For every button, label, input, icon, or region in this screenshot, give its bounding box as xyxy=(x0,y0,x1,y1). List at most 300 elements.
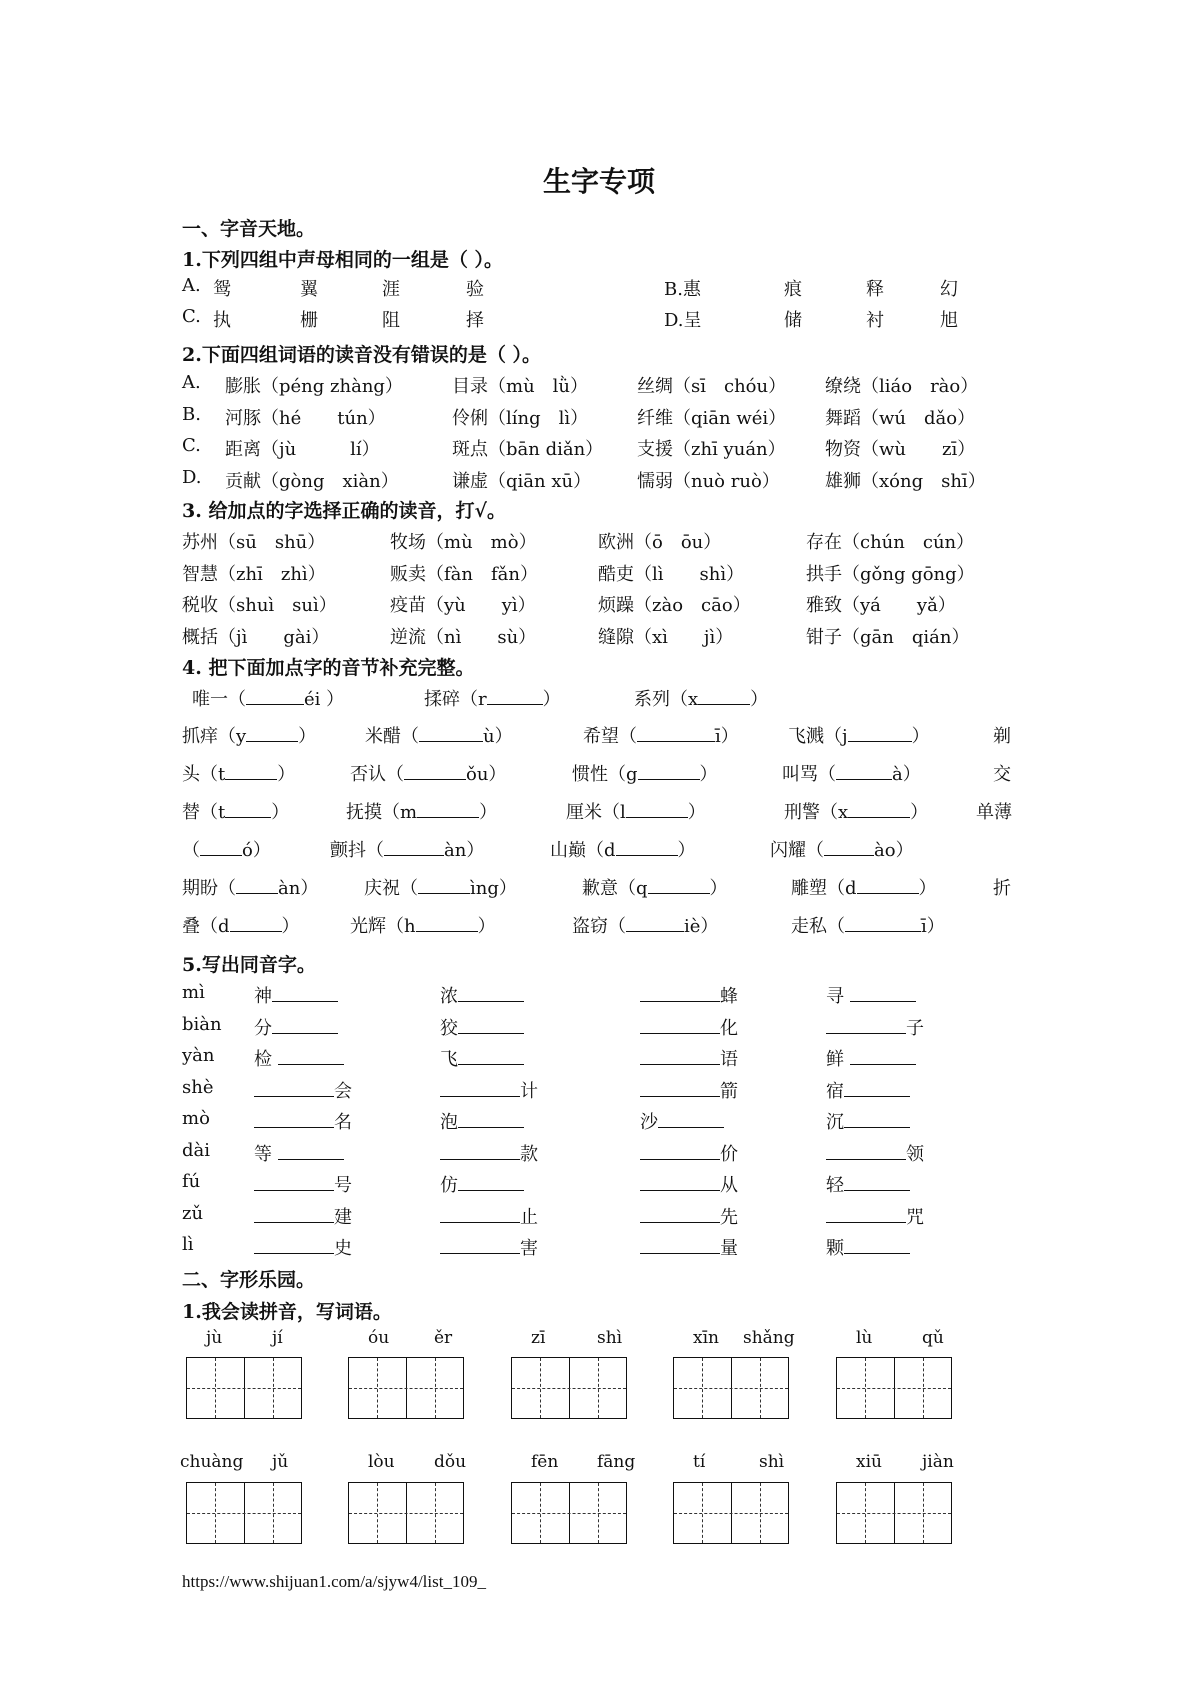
homophone-cell xyxy=(440,1171,524,1197)
answer-blank[interactable] xyxy=(640,1235,720,1254)
answer-blank[interactable] xyxy=(844,1172,910,1191)
hint-after: 子 xyxy=(906,1017,924,1039)
option-text: 鸳 xyxy=(213,279,231,300)
option-text: 衬 xyxy=(866,310,884,331)
homophone-cell xyxy=(254,982,338,1008)
syllable-item xyxy=(782,760,921,786)
option-text: D.呈 xyxy=(664,310,702,331)
option-text: 拱手（gǒng gōng） xyxy=(806,563,975,585)
pinyin-syllable: jù xyxy=(206,1328,223,1348)
homophone-cell xyxy=(826,982,916,1008)
hint-before: 宿 xyxy=(826,1080,844,1102)
answer-blank[interactable] xyxy=(844,1109,910,1128)
homophone-cell xyxy=(826,1108,910,1134)
word-text: 剃 xyxy=(993,726,1011,747)
answer-blank[interactable] xyxy=(848,799,910,818)
syllable-item xyxy=(788,722,930,748)
writing-grid[interactable] xyxy=(186,1357,302,1419)
syllable-item xyxy=(350,912,496,938)
pinyin-syllable: shì xyxy=(597,1328,623,1348)
answer-blank[interactable] xyxy=(826,1015,906,1034)
word-tail: ìng） xyxy=(470,878,517,899)
option-text: 牧场（mù mò） xyxy=(390,532,537,553)
answer-blank[interactable] xyxy=(640,1141,720,1160)
section-heading-2: 二、字形乐园。 xyxy=(182,1269,316,1291)
answer-blank[interactable] xyxy=(254,1204,334,1223)
writing-grid[interactable] xyxy=(511,1482,627,1544)
answer-blank[interactable] xyxy=(254,1235,334,1254)
homophone-cell xyxy=(640,1171,738,1197)
option-text: 伶俐（líng lì） xyxy=(452,407,589,429)
option-text: 税收（shuì suì） xyxy=(182,595,337,616)
option-text: 涯 xyxy=(382,279,400,300)
syllable-item xyxy=(330,836,484,862)
word-tail: iè） xyxy=(684,916,719,937)
word-tail: àn） xyxy=(444,840,485,861)
homophone-cell xyxy=(826,1014,924,1040)
word-text: 期盼（ xyxy=(182,878,236,899)
answer-blank[interactable] xyxy=(640,1046,720,1065)
answer-blank[interactable] xyxy=(278,1046,344,1065)
option-text: 物资（wù zī） xyxy=(825,439,976,460)
hint-after: 名 xyxy=(334,1112,352,1133)
answer-blank[interactable] xyxy=(278,1141,344,1160)
word-text: （ xyxy=(182,840,200,861)
word-text: 抚摸（m xyxy=(346,802,418,823)
answer-blank[interactable] xyxy=(418,875,470,894)
answer-blank[interactable] xyxy=(626,799,688,818)
question-2-stem: 2.下面四组词语的读音没有错误的是（ ）。 xyxy=(182,344,541,366)
option-text: 目录（mù lǜ） xyxy=(452,376,589,397)
answer-blank[interactable] xyxy=(458,983,524,1002)
answer-blank[interactable] xyxy=(826,1204,906,1223)
answer-blank[interactable] xyxy=(616,837,678,856)
hint-before: 沙 xyxy=(640,1112,658,1133)
homophone-cell xyxy=(640,1140,738,1166)
word-tail: ） xyxy=(281,916,300,937)
option-text: 智慧（zhī zhì） xyxy=(182,563,326,585)
word-tail: ） xyxy=(750,689,769,710)
syllable-item xyxy=(791,912,945,938)
word-tail: ） xyxy=(477,916,496,937)
hint-before: 轻 xyxy=(826,1175,844,1196)
homophone-cell xyxy=(254,1108,352,1134)
syllable-item xyxy=(364,874,517,900)
writing-grid[interactable] xyxy=(348,1357,464,1419)
pinyin-syllable: jí xyxy=(272,1328,283,1348)
homophone-cell xyxy=(254,1171,352,1197)
option-text: C. xyxy=(182,435,201,456)
word-tail: ù） xyxy=(483,726,513,747)
answer-blank[interactable] xyxy=(458,1046,524,1065)
syllable-item xyxy=(993,874,1011,900)
pinyin-syllable: shì xyxy=(759,1452,785,1472)
hint-after: 箭 xyxy=(720,1080,738,1102)
option-text: 痕 xyxy=(784,279,802,300)
answer-blank[interactable] xyxy=(845,913,921,932)
syllable-item xyxy=(182,874,318,900)
word-tail: ） xyxy=(699,764,718,785)
writing-grid[interactable] xyxy=(836,1482,952,1544)
syllable-item xyxy=(182,836,271,862)
answer-blank[interactable] xyxy=(824,837,874,856)
homophone-cell xyxy=(640,1234,738,1260)
answer-blank[interactable] xyxy=(638,761,700,780)
pinyin-syllable: fēn xyxy=(531,1452,559,1472)
word-tail: ） xyxy=(677,840,696,861)
syllable-item xyxy=(346,798,497,824)
answer-blank[interactable] xyxy=(850,1046,916,1065)
syllable-item xyxy=(182,912,300,938)
pinyin-label: biàn xyxy=(182,1013,222,1035)
writing-grid[interactable] xyxy=(511,1357,627,1419)
answer-blank[interactable] xyxy=(384,837,444,856)
word-tail: ） xyxy=(298,726,317,747)
hint-after: 咒 xyxy=(906,1206,924,1228)
homophone-cell xyxy=(826,1077,910,1103)
word-text: 交 xyxy=(993,764,1011,785)
answer-blank[interactable] xyxy=(404,761,466,780)
homophone-cell xyxy=(640,1203,738,1229)
word-tail: àn） xyxy=(278,878,319,899)
syllable-item xyxy=(784,798,928,824)
answer-blank[interactable] xyxy=(254,1172,334,1191)
homophone-cell xyxy=(254,1234,352,1260)
option-text: 释 xyxy=(866,279,884,300)
word-tail: ） xyxy=(709,878,728,899)
homophone-cell xyxy=(440,1077,538,1103)
syllable-item xyxy=(993,722,1011,748)
syllable-item xyxy=(583,722,739,748)
option-text: 幻 xyxy=(940,279,958,300)
hint-after: 会 xyxy=(334,1080,352,1102)
section-heading-1: 一、字音天地。 xyxy=(182,218,316,240)
answer-blank[interactable] xyxy=(698,686,750,705)
footer-url: https://www.shijuan1.com/a/sjyw4/list_109_ xyxy=(182,1572,486,1591)
option-text: 验 xyxy=(466,279,484,300)
pinyin-syllable: óu xyxy=(368,1328,390,1348)
word-text: 叠（d xyxy=(182,916,230,937)
pinyin-label: mì xyxy=(182,982,205,1003)
option-text: 酷吏（lì shì） xyxy=(598,563,745,585)
hint-before: 沉 xyxy=(826,1112,844,1133)
answer-blank[interactable] xyxy=(857,875,919,894)
hint-after: 蜂 xyxy=(720,986,738,1007)
hint-after: 计 xyxy=(520,1080,538,1102)
option-text: 疫苗（yù yì） xyxy=(390,595,536,616)
syllable-item xyxy=(582,874,728,900)
word-tail: ） xyxy=(687,802,706,823)
hint-before: 分 xyxy=(254,1017,272,1039)
question-6-stem: 1.我会读拼音，写词语。 xyxy=(182,1301,392,1323)
hint-before: 仿 xyxy=(440,1175,458,1196)
answer-blank[interactable] xyxy=(640,1204,720,1223)
hint-before: 鲜 xyxy=(826,1049,850,1070)
syllable-item xyxy=(182,760,295,786)
pinyin-syllable: qǔ xyxy=(922,1328,944,1348)
option-text: 缭绕（liáo rào） xyxy=(825,376,979,397)
homophone-cell xyxy=(440,1140,538,1166)
answer-blank[interactable] xyxy=(200,837,242,856)
option-text: 懦弱（nuò ruò） xyxy=(637,470,780,492)
pinyin-label: shè xyxy=(182,1076,214,1098)
answer-blank[interactable] xyxy=(626,913,684,932)
pinyin-label: yàn xyxy=(182,1045,215,1066)
answer-blank[interactable] xyxy=(419,723,483,742)
answer-blank[interactable] xyxy=(836,761,892,780)
pinyin-label: zǔ xyxy=(182,1202,204,1224)
syllable-item xyxy=(572,912,718,938)
answer-blank[interactable] xyxy=(648,875,710,894)
pinyin-syllable: chuàng xyxy=(180,1452,244,1472)
word-tail: ī） xyxy=(715,726,739,747)
word-tail: ） xyxy=(479,802,498,823)
option-text: 烦躁（zào cāo） xyxy=(598,595,751,616)
word-tail: éi ） xyxy=(304,689,345,710)
answer-blank[interactable] xyxy=(640,1078,720,1097)
pinyin-syllable: tí xyxy=(693,1452,706,1472)
pinyin-syllable: lòu xyxy=(368,1452,395,1472)
writing-grid[interactable] xyxy=(348,1482,464,1544)
word-text: 歉意（q xyxy=(582,878,648,899)
pinyin-syllable: jiàn xyxy=(922,1452,954,1472)
homophone-cell xyxy=(440,1108,524,1134)
answer-blank[interactable] xyxy=(440,1204,520,1223)
homophone-cell xyxy=(254,1014,338,1040)
answer-blank[interactable] xyxy=(236,875,278,894)
answer-blank[interactable] xyxy=(416,913,478,932)
option-text: 苏州（sū shū） xyxy=(182,532,326,553)
word-text: 光辉（h xyxy=(350,916,416,937)
pinyin-syllable: dǒu xyxy=(434,1452,467,1472)
homophone-cell xyxy=(826,1140,924,1166)
homophone-cell xyxy=(826,1234,910,1260)
option-text: B. xyxy=(182,403,201,425)
pinyin-label: mò xyxy=(182,1108,210,1129)
option-text: 缝隙（xì jì） xyxy=(598,626,734,648)
word-text: 闪耀（ xyxy=(770,840,824,861)
homophone-cell xyxy=(254,1045,344,1071)
answer-blank[interactable] xyxy=(440,1141,520,1160)
word-tail: ǒu） xyxy=(466,764,507,785)
option-text: 河豚（hé tún） xyxy=(225,407,386,429)
pinyin-label: lì xyxy=(182,1234,194,1255)
syllable-item xyxy=(566,798,706,824)
word-tail: ） xyxy=(271,802,290,823)
hint-after: 领 xyxy=(906,1143,924,1165)
word-text: 飞溅（j xyxy=(788,726,848,747)
option-text: A. xyxy=(182,275,201,296)
word-text: 走私（ xyxy=(791,916,845,937)
answer-blank[interactable] xyxy=(230,913,282,932)
answer-blank[interactable] xyxy=(487,686,543,705)
answer-blank[interactable] xyxy=(272,983,338,1002)
word-tail: ） xyxy=(918,878,937,899)
syllable-item xyxy=(634,685,768,711)
homophone-cell xyxy=(440,1234,538,1260)
writing-grid[interactable] xyxy=(186,1482,302,1544)
option-text: 贩卖（fàn fǎn） xyxy=(390,563,538,585)
question-3-stem: 3. 给加点的字选择正确的读音，打√。 xyxy=(182,500,506,522)
writing-grid[interactable] xyxy=(673,1482,789,1544)
question-5-stem: 5.写出同音字。 xyxy=(182,954,316,976)
homophone-cell xyxy=(254,1140,344,1166)
pinyin-syllable: jǔ xyxy=(272,1452,289,1472)
answer-blank[interactable] xyxy=(640,1172,720,1191)
homophone-cell xyxy=(640,1077,738,1103)
answer-blank[interactable] xyxy=(225,761,277,780)
answer-blank[interactable] xyxy=(254,1078,334,1097)
option-text: B.惠 xyxy=(664,279,701,300)
option-text: 钳子（gān qián） xyxy=(806,626,970,648)
hint-before: 泡 xyxy=(440,1112,458,1133)
homophone-cell xyxy=(826,1045,916,1071)
question-1-stem: 1.下列四组中声母相同的一组是（ ）。 xyxy=(182,249,503,271)
option-text: 雅致（yá yǎ） xyxy=(806,595,956,616)
answer-blank[interactable] xyxy=(440,1078,520,1097)
word-text: 唯一（ xyxy=(192,689,246,710)
homophone-cell xyxy=(440,1045,524,1071)
answer-blank[interactable] xyxy=(844,1078,910,1097)
pinyin-syllable: shǎng xyxy=(743,1328,795,1348)
hint-after: 款 xyxy=(520,1143,538,1165)
hint-after: 建 xyxy=(334,1206,352,1228)
answer-blank[interactable] xyxy=(440,1235,520,1254)
word-tail: à） xyxy=(892,764,921,785)
answer-blank[interactable] xyxy=(844,1235,910,1254)
answer-blank[interactable] xyxy=(850,983,916,1002)
homophone-cell xyxy=(254,1203,352,1229)
option-text: 支援（zhī yuán） xyxy=(637,439,786,460)
option-text: D. xyxy=(182,466,202,488)
syllable-item xyxy=(550,836,696,862)
word-text: 雕塑（d xyxy=(791,878,857,899)
pinyin-label: fú xyxy=(182,1171,201,1192)
option-text: 翼 xyxy=(300,279,318,300)
word-text: 替（t xyxy=(182,802,226,823)
writing-grid[interactable] xyxy=(836,1357,952,1419)
syllable-item xyxy=(192,685,344,711)
homophone-cell xyxy=(254,1077,352,1103)
option-text: 谦虚（qiān xū） xyxy=(452,470,592,492)
word-text: 叫骂（ xyxy=(782,764,836,785)
syllable-item xyxy=(791,874,937,900)
option-text: 膨胀（péng zhàng） xyxy=(225,376,403,397)
answer-blank[interactable] xyxy=(272,1015,338,1034)
syllable-item xyxy=(182,722,316,748)
hint-before: 狡 xyxy=(440,1017,458,1039)
pinyin-syllable: xiū xyxy=(856,1452,882,1472)
answer-blank[interactable] xyxy=(658,1109,724,1128)
word-text: 揉碎（r xyxy=(424,689,487,710)
homophone-cell xyxy=(640,982,738,1008)
hint-before: 寻 xyxy=(826,986,850,1007)
option-text: 舞蹈（wú dǎo） xyxy=(825,407,976,429)
option-text: 概括（jì gài） xyxy=(182,626,330,648)
option-text: 执 xyxy=(213,310,231,331)
hint-after: 语 xyxy=(720,1049,738,1070)
hint-after: 化 xyxy=(720,1017,738,1039)
answer-blank[interactable] xyxy=(826,1141,906,1160)
option-text: 丝绸（sī chóu） xyxy=(637,376,787,397)
word-tail: ào） xyxy=(874,840,914,861)
hint-before: 飞 xyxy=(440,1049,458,1070)
hint-before: 等 xyxy=(254,1143,278,1165)
pinyin-syllable: lù xyxy=(856,1328,873,1348)
answer-blank[interactable] xyxy=(637,723,715,742)
option-text: C. xyxy=(182,306,201,327)
answer-blank[interactable] xyxy=(458,1015,524,1034)
word-tail: ） xyxy=(911,726,930,747)
word-text: 盗窃（ xyxy=(572,916,626,937)
writing-grid[interactable] xyxy=(673,1357,789,1419)
option-text: 储 xyxy=(784,310,802,331)
option-text: 欧洲（ō ōu） xyxy=(598,532,722,553)
option-text: 斑点（bān diǎn） xyxy=(452,439,604,460)
option-text: 贡献（gòng xiàn） xyxy=(225,470,399,492)
pinyin-label: dài xyxy=(182,1139,211,1161)
answer-blank[interactable] xyxy=(254,1109,334,1128)
syllable-item xyxy=(182,798,289,824)
answer-blank[interactable] xyxy=(640,1015,720,1034)
option-text: 纤维（qiān wéi） xyxy=(637,407,787,429)
word-text: 头（t xyxy=(182,764,226,785)
word-tail: ó） xyxy=(242,840,271,861)
option-text: 栅 xyxy=(300,310,318,331)
option-text: 雄狮（xóng shī） xyxy=(825,470,986,492)
answer-blank[interactable] xyxy=(246,686,304,705)
word-tail: ī） xyxy=(921,916,945,937)
syllable-item xyxy=(770,836,914,862)
hint-before: 浓 xyxy=(440,986,458,1007)
syllable-item xyxy=(365,722,513,748)
word-text: 山巅（d xyxy=(550,840,616,861)
word-tail: ） xyxy=(910,802,929,823)
hint-after: 从 xyxy=(720,1175,738,1196)
question-4-stem: 4. 把下面加点字的音节补充完整。 xyxy=(182,657,475,679)
word-text: 折 xyxy=(993,878,1011,899)
hint-before: 神 xyxy=(254,986,272,1007)
word-text: 系列（x xyxy=(634,689,699,710)
pinyin-syllable: xīn xyxy=(693,1328,719,1348)
homophone-cell xyxy=(640,1045,738,1071)
homophone-cell xyxy=(440,1203,538,1229)
word-text: 希望（ xyxy=(583,726,637,747)
answer-blank[interactable] xyxy=(458,1172,524,1191)
option-text: 存在（chún cún） xyxy=(806,532,975,553)
answer-blank[interactable] xyxy=(225,799,271,818)
hint-after: 止 xyxy=(520,1206,538,1228)
option-text: 阻 xyxy=(382,310,400,331)
answer-blank[interactable] xyxy=(417,799,479,818)
syllable-item xyxy=(572,760,718,786)
pinyin-syllable: zī xyxy=(531,1328,546,1348)
hint-after: 害 xyxy=(520,1238,538,1259)
hint-before: 颗 xyxy=(826,1238,844,1259)
answer-blank[interactable] xyxy=(246,723,298,742)
word-tail: ） xyxy=(277,764,296,785)
word-text: 颤抖（ xyxy=(330,840,384,861)
answer-blank[interactable] xyxy=(640,983,720,1002)
option-text: 择 xyxy=(466,310,484,331)
homophone-cell xyxy=(640,1108,724,1134)
word-text: 否认（ xyxy=(350,764,404,785)
homophone-cell xyxy=(826,1203,924,1229)
hint-after: 价 xyxy=(720,1143,738,1165)
word-tail: ） xyxy=(542,689,561,710)
answer-blank[interactable] xyxy=(848,723,912,742)
answer-blank[interactable] xyxy=(458,1109,524,1128)
